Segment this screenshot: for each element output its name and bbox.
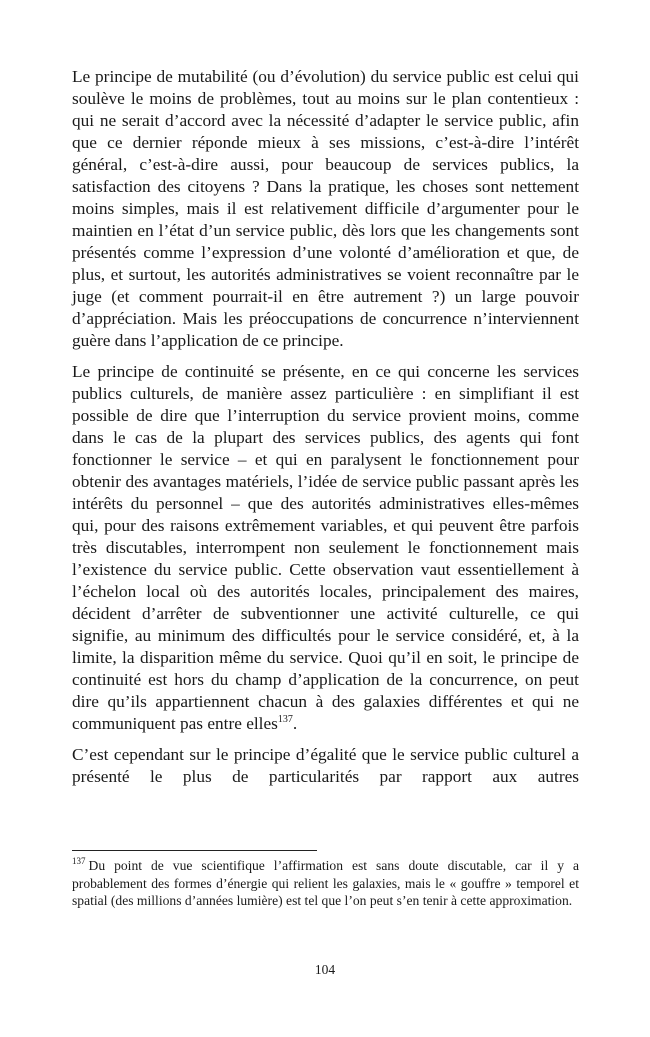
footnote <box>72 857 579 910</box>
paragraph-mutabilite <box>72 66 579 352</box>
footnote-separator <box>72 850 317 851</box>
paragraph-end-punctuation: . <box>292 714 298 733</box>
paragraph-continuite <box>72 361 579 735</box>
paragraph-text: Le principe de mutabilité (ou d’évolution) du service public est celui qui soulève le moins de problèmes, tout au moins sur le plan contentieux : qui ne serait d’accord avec la nécessité d’adapter le service public, afin que ce dernier réponde mieux à ses missions, c’est-à-dire l’intérêt général, c’est-à-dire aussi, pour beaucoup de services publics, la satisfaction des citoyens ? Dans la pratique, les choses sont nettement moins simples, mais il est relativement difficile d’argumenter pour le maintien en l’état d’un service public, dès lors que les changements sont présentés comme l’expression d’une volonté d’amélioration et que, de plus, et surtout, les autorités administratives se voient reconnaître par le juge (et comment pourrait-il en être autrement ?) un large pouvoir d’appréciation. Mais les préoccupations de concurrence n’interviennent guère dans l’application de ce principe. <box>72 67 579 350</box>
page-number: 104 <box>314 962 336 977</box>
footnote-reference[interactable]: 137 <box>277 714 293 726</box>
page-body <box>72 66 579 797</box>
footnote-number: 137 <box>72 856 86 867</box>
paragraph-text: C’est cependant sur le principe d’égalité que le service public culturel a présenté le plus de particularités par rapport aux autres <box>72 745 579 786</box>
paragraph-text: Le principe de continuité se présente, en ce qui concerne les services publics culturels, de manière assez particulière : en simplifiant il est possible de dire que l’interruption du service provient moins, comme dans le cas de la plupart des services publics, des agents qui font fonctionner le service – et qui en paralysent le fonctionnement pour obtenir des avantages matériels, l’idée de service public passant après les intérêts du personnel – que des autorités administratives elles-mêmes qui, pour des raisons extrêmement variables, et qui peuvent être parfois très discutables, interrompent non seulement le fonctionnement mais l’existence du service public. Cette observation vaut essentiellement à l’échelon local où des autorités locales, principalement des maires, décident d’arrêter de subventionner une activité culturelle, ce qui signifie, au minimum des difficultés pour le service considéré, et, à la limite, la disparition même du service. Quoi qu’il en soit, le principe de continuité est hors du champ d’application de la concurrence, on peut dire qu’ils appartiennent chacun à des galaxies différentes et qui ne communiquent pas entre elles <box>72 362 579 733</box>
footnote-text: Du point de vue scientifique l’affirmation est sans doute discutable, car il y a probablement des formes d’énergie qui relient les galaxies, mais le « gouffre » temporel et spatial (des millions d’années lumière) est tel que l’on peut s’en tenir à cette approximation. <box>72 858 579 908</box>
paragraph-egalite <box>72 744 579 788</box>
